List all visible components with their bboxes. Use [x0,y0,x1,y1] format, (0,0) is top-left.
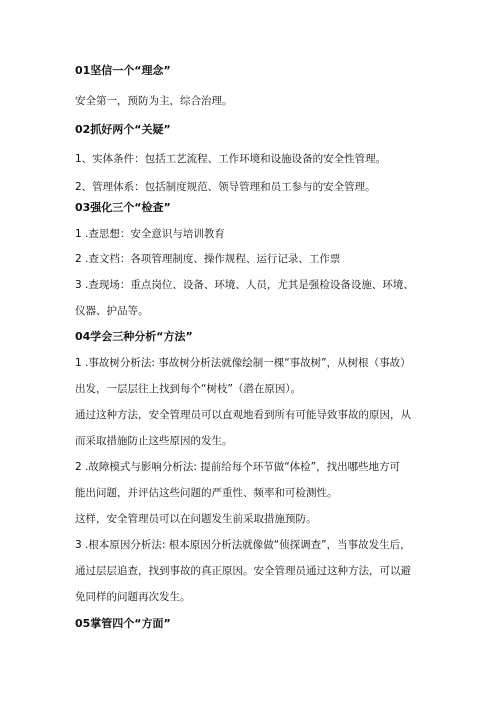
section-05-title: 05掌管四个“方面” [75,617,171,630]
section-03-item-3-line-1: 3 .查现场：重点岗位、设备、环境、人员，尤其是强检设备设施、环境、 [75,279,414,291]
section-04-title: 04学会三种分析“方法” [75,330,193,343]
section-03-item-1: 1 .查思想：安全意识与培训教育 [75,228,225,240]
section-01-title: 01坚信一个“理念” [75,64,171,77]
section-04-item-2-line-2: 能出问题，并评估这些问题的严重性、频率和可检测性。 [75,487,338,499]
section-04-para-1-line-1: 通过这种方法，安全管理员可以直观地看到所有可能导致事故的原因，从 [75,409,411,421]
section-03-title: 03强化三个“检查” [75,201,171,214]
section-04-item-2-line-1: 2 .故障模式与影响分析法: 提前给每个环节做“体检”，找出哪些地方可 [75,461,401,473]
section-02-item-1: 1、实体条件：包括工艺流程、工作环境和设施设备的安全性管理。 [75,153,387,165]
section-03-item-3-line-2: 仪器、护品等。 [75,305,149,317]
section-04-item-3-line-2: 通过层层追查，找到事故的真正原因。安全管理员通过这种方法，可以避 [75,565,411,577]
section-04-item-1-line-2: 出发，一层层往上找到每个“树枝”（潜在原因）。 [75,383,302,395]
section-04-item-1-line-1: 1 .事故树分析法: 事故树分析法就像绘制一棵“事故树”，从树根（事故） [75,357,411,369]
section-04-para-1-line-2: 而采取措施防止这些原因的发生。 [75,435,233,447]
section-03-item-2: 2 .查文档：各项管理制度、操作规程、运行记录、工作票 [75,253,341,265]
section-01-text: 安全第一，预防为主，综合治理。 [75,95,233,107]
section-02-title: 02抓好两个“关疑” [75,123,171,136]
section-04-item-3-line-1: 3 .根本原因分析法: 根本原因分析法就像做“侦探调查”，当事故发生后， [75,539,411,551]
section-04-item-3-line-3: 免同样的问题再次发生。 [75,591,191,603]
section-02-item-2: 2、管理体系：包括制度规范、领导管理和员工参与的安全管理。 [75,181,376,193]
section-04-para-2: 这样，安全管理员可以在问题发生前采取措施预防。 [75,513,317,525]
